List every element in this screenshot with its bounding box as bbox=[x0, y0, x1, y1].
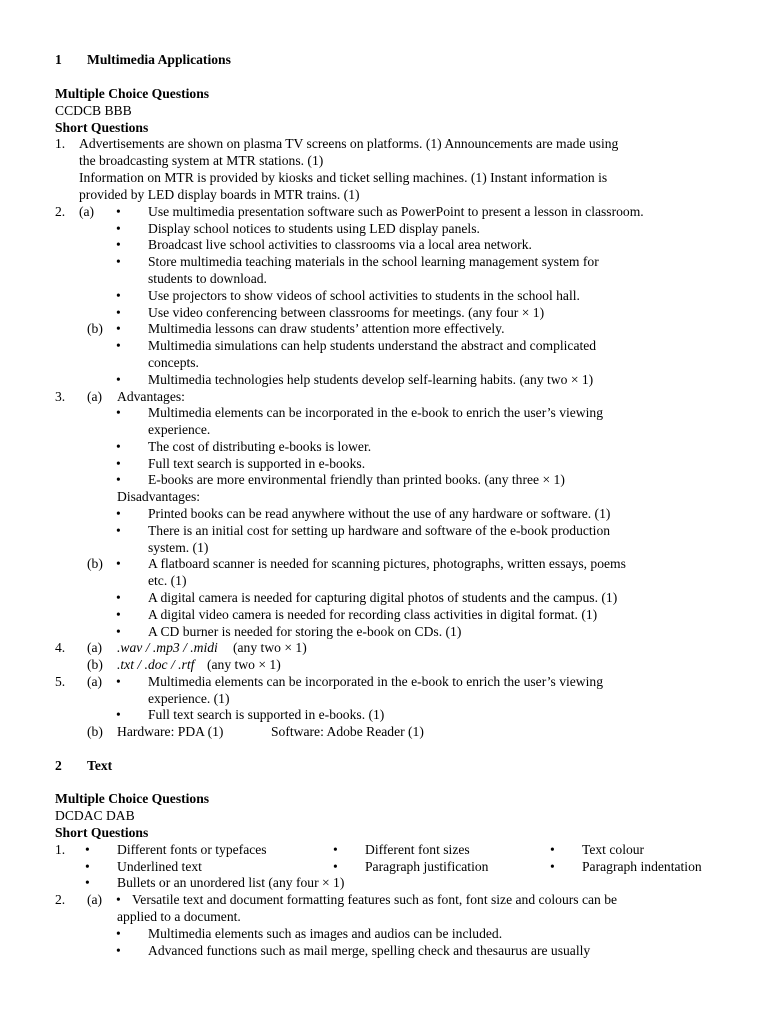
bullet-item: • Display school notices to students using LED display panels. bbox=[116, 221, 480, 236]
bullet-item: • Multimedia simulations can help students understand the abstract and complicated bbox=[116, 338, 597, 353]
bullet-item: • Multimedia technologies help students develop self-learning habits. (any two × 1) bbox=[116, 372, 594, 387]
bullet-grid-row: • Underlined text • Paragraph justification • Paragraph indentation bbox=[85, 859, 702, 874]
bullet-item: • The cost of distributing e-books is lower. bbox=[116, 439, 372, 454]
bullet-icon: • bbox=[116, 590, 121, 605]
bullet-icon: • bbox=[116, 288, 121, 303]
question-number: 2. bbox=[55, 892, 66, 907]
short-questions-heading: Short Questions bbox=[55, 120, 149, 135]
mcq-answers: CCDCB BBB bbox=[55, 103, 132, 118]
bullet-icon: • bbox=[550, 842, 555, 857]
bullet-icon: • bbox=[116, 506, 121, 521]
short-questions-heading: Short Questions bbox=[55, 825, 149, 840]
bullet-icon: • bbox=[116, 204, 121, 219]
bullet-icon: • bbox=[116, 943, 121, 958]
mcq-answers: DCDAC DAB bbox=[55, 808, 135, 823]
part-label: (b) bbox=[87, 724, 103, 739]
section-number: 1 bbox=[55, 52, 62, 67]
part-label: (b) bbox=[87, 657, 103, 672]
bullet-item: 5. (a) • Multimedia elements can be incorporated in the e-book to enrich the user’s viewing bbox=[55, 674, 603, 689]
question-number: 1. bbox=[55, 136, 66, 151]
question-number: 1. bbox=[55, 842, 66, 857]
bullet-item: • Use projectors to show videos of school activities to students in the school hall. bbox=[116, 288, 580, 303]
file-formats: .wav / .mp3 / .midi bbox=[117, 640, 218, 655]
part-label: (a) bbox=[87, 640, 103, 655]
bullet-icon: • bbox=[116, 305, 121, 320]
bullet-item: • Bullets or an unordered list (any four × 1) bbox=[85, 875, 345, 890]
bullet-item: • A digital video camera is needed for recording class activities in digital format. (1) bbox=[116, 607, 598, 622]
bullet-icon: • bbox=[116, 405, 121, 420]
question-number: 4. bbox=[55, 640, 66, 655]
bullet-item: (b) • A flatboard scanner is needed for scanning pictures, photographs, written essays, poems bbox=[87, 556, 626, 571]
answer-line bbox=[0, 389, 768, 406]
bullet-icon: • bbox=[116, 472, 121, 487]
bullet-icon: • bbox=[116, 707, 121, 722]
part-label: (a) bbox=[79, 204, 95, 219]
bullet-continuation: students to download. bbox=[148, 271, 267, 286]
bullet-icon: • bbox=[85, 859, 90, 874]
section-2-heading bbox=[0, 758, 768, 775]
bullet-item: • A CD burner is needed for storing the e-book on CDs. (1) bbox=[116, 624, 462, 639]
part-label: (a) bbox=[87, 674, 103, 689]
part-label: (b) bbox=[87, 321, 103, 336]
bullet-item: • Multimedia elements can be incorporated in the e-book to enrich the user’s viewing bbox=[116, 405, 603, 420]
bullet-icon: • bbox=[116, 892, 121, 907]
bullet-icon: • bbox=[116, 456, 121, 471]
bullet-continuation: concepts. bbox=[148, 355, 199, 370]
bullet-item: • A digital camera is needed for capturing digital photos of students and the campus. (1) bbox=[116, 590, 618, 605]
bullet-icon: • bbox=[116, 674, 121, 689]
question-number: 5. bbox=[55, 674, 66, 689]
bullet-icon: • bbox=[116, 372, 121, 387]
answer-line: provided by LED display boards in MTR trains. (1) bbox=[79, 187, 360, 202]
bullet-continuation: applied to a document. bbox=[117, 909, 241, 924]
bullet-icon: • bbox=[116, 254, 121, 269]
bullet-item: • There is an initial cost for setting up hardware and software of the e-book production bbox=[116, 523, 611, 538]
bullet-icon: • bbox=[116, 237, 121, 252]
question-number: 2. bbox=[55, 204, 66, 219]
mcq-heading: Multiple Choice Questions bbox=[55, 791, 210, 806]
bullet-item: • Full text search is supported in e-books. (1) bbox=[116, 707, 385, 722]
bullet-item: • E-books are more environmental friendly than printed books. (any three × 1) bbox=[116, 472, 565, 487]
bullet-item: 2. (a) • Use multimedia presentation software such as PowerPoint to present a lesson in classroom. bbox=[55, 204, 644, 219]
section-number: 2 bbox=[55, 758, 62, 773]
answer-line bbox=[0, 657, 768, 674]
bullet-icon: • bbox=[116, 607, 121, 622]
bullet-item: • Broadcast live school activities to classrooms via a local area network. bbox=[116, 237, 532, 252]
bullet-icon: • bbox=[116, 321, 121, 336]
bullet-continuation: etc. (1) bbox=[148, 573, 187, 588]
answer-line bbox=[0, 640, 768, 657]
bullet-icon: • bbox=[116, 926, 121, 941]
mark-note: (any two × 1) bbox=[233, 640, 307, 655]
section-1-heading bbox=[0, 52, 768, 69]
answer-line: Information on MTR is provided by kiosks and ticket selling machines. (1) Instant information is bbox=[79, 170, 608, 185]
bullet-continuation: experience. bbox=[148, 422, 211, 437]
bullet-icon: • bbox=[550, 859, 555, 874]
bullet-item: • Multimedia elements such as images and audios can be included. bbox=[116, 926, 503, 941]
sub-heading: Disadvantages: bbox=[117, 489, 201, 504]
bullet-icon: • bbox=[116, 221, 121, 236]
section-title: Multimedia Applications bbox=[87, 52, 231, 67]
bullet-item: • Use video conferencing between classrooms for meetings. (any four × 1) bbox=[116, 305, 545, 320]
file-formats: .txt / .doc / .rtf bbox=[117, 657, 195, 672]
bullet-item: (b) • Multimedia lessons can draw students’ attention more effectively. bbox=[87, 321, 505, 336]
bullet-icon: • bbox=[116, 338, 121, 353]
answer-line: the broadcasting system at MTR stations. (1) bbox=[79, 153, 324, 168]
mcq-heading: Multiple Choice Questions bbox=[55, 86, 210, 101]
bullet-item: 2. (a) • Versatile text and document formatting features such as font, font size and colours can be bbox=[55, 892, 618, 907]
part-label: (b) bbox=[87, 556, 103, 571]
bullet-item: • Store multimedia teaching materials in the school learning management system for bbox=[116, 254, 599, 269]
bullet-item: • Advanced functions such as mail merge, spelling check and thesaurus are usually bbox=[116, 943, 591, 958]
part-label: (a) bbox=[87, 389, 103, 404]
bullet-icon: • bbox=[116, 624, 121, 639]
bullet-icon: • bbox=[116, 439, 121, 454]
bullet-continuation: system. (1) bbox=[148, 540, 209, 555]
bullet-icon: • bbox=[85, 842, 90, 857]
bullet-icon: • bbox=[85, 875, 90, 890]
section-title: Text bbox=[87, 758, 113, 773]
bullet-icon: • bbox=[116, 556, 121, 571]
sub-heading: Advantages: bbox=[117, 389, 185, 404]
bullet-icon: • bbox=[333, 842, 338, 857]
bullet-item: • Full text search is supported in e-books. bbox=[116, 456, 366, 471]
bullet-icon: • bbox=[333, 859, 338, 874]
question-number: 3. bbox=[55, 389, 66, 404]
bullet-continuation: experience. (1) bbox=[148, 691, 230, 706]
part-label: (a) bbox=[87, 892, 103, 907]
bullet-grid-row: 1. • Different fonts or typefaces • Different font sizes • Text colour bbox=[55, 842, 645, 857]
mark-note: (any two × 1) bbox=[207, 657, 281, 672]
answer-line: (b) Hardware: PDA (1) Software: Adobe Reader (1) bbox=[87, 724, 424, 739]
bullet-icon: • bbox=[116, 523, 121, 538]
answer-line: 1. Advertisements are shown on plasma TV screens on platforms. (1) Announcements are made using bbox=[55, 136, 619, 151]
bullet-item: • Printed books can be read anywhere without the use of any hardware or software. (1) bbox=[116, 506, 611, 521]
